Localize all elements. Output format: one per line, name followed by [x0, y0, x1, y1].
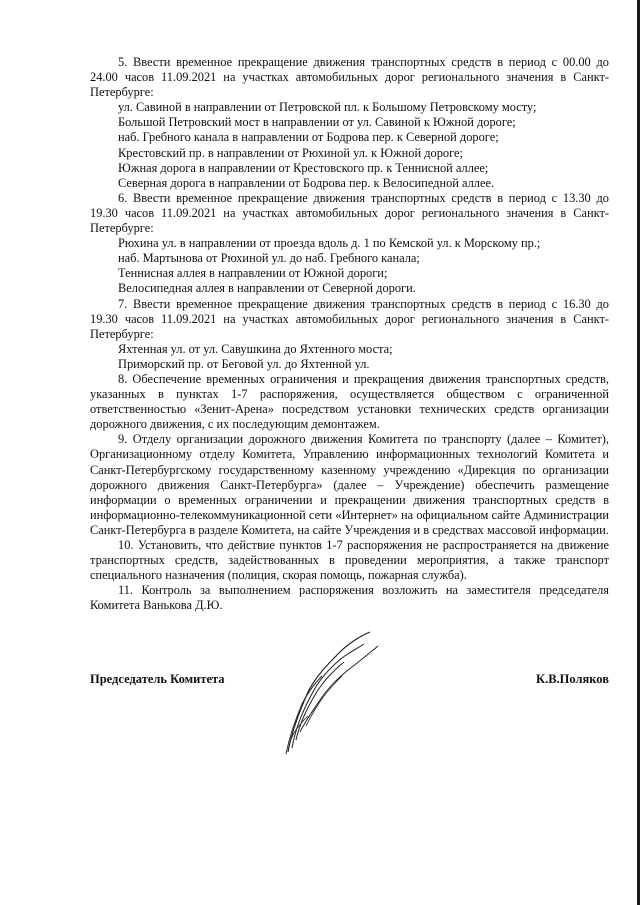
document-body: [90, 55, 609, 613]
list-item: Крестовский пр. в направлении от Рюхиной ул. к Южной дороге;: [118, 145, 463, 160]
list-item: наб. Мартынова от Рюхиной ул. до наб. Гребного канала;: [118, 251, 420, 266]
list-item: Приморский пр. от Беговой ул. до Яхтенной ул.: [118, 356, 370, 371]
paragraph: 11. Контроль за выполнением распоряжения возложить на заместителя председателя Комитета Ванькова Д.Ю.: [90, 583, 609, 613]
list-item: Северная дорога в направлении от Бодрова пер. к Велосипедной аллее.: [118, 175, 495, 190]
signatory-name: К.В.Поляков: [536, 672, 609, 686]
paragraph: 10. Установить, что действие пунктов 1-7 распоряжения не распространяется на движение транспортных средств, задействованных в проведении мероприятия, а также транспорт специального назначения (полиция, скорая помощь, пожарная служба).: [90, 538, 609, 583]
list-item: наб. Гребного канала в направлении от Бодрова пер. к Северной дороге;: [118, 130, 499, 145]
paragraph: 6. Ввести временное прекращение движения транспортных средств в период с 13.30 до 19.30 часов 11.09.2021 на участках автомобильных дорог регионального значения в Санкт-Петербурге:: [90, 190, 609, 236]
handwritten-signature: [278, 630, 388, 755]
paragraph: 7. Ввести временное прекращение движения транспортных средств в период с 16.30 до 19.30 часов 11.09.2021 на участках автомобильных дорог регионального значения в Санкт-Петербурге:: [90, 296, 609, 341]
paragraph: 5. Ввести временное прекращение движения транспортных средств в период с 00.00 до 24.00 часов 11.09.2021 на участках автомобильных дорог регионального значения в Санкт-Петербурге:: [90, 55, 609, 100]
list-item: Рюхина ул. в направлении от проезда вдоль д. 1 по Кемской ул. к Морскому пр.;: [118, 236, 541, 251]
list-item: Велосипедная аллея в направлении от Северной дороги.: [118, 281, 416, 296]
list-item: Большой Петровский мост в направлении от ул. Савиной к Южной дороге;: [118, 115, 516, 130]
signatory-title: Председатель Комитета: [90, 672, 225, 686]
list-item: Яхтенная ул. от ул. Савушкина до Яхтенного моста;: [118, 341, 393, 356]
paragraph: 9. Отделу организации дорожного движения Комитета по транспорту (далее – Комитет), Организационному отделу Комитета, Управлению информационных технологий Комитета и Санкт-Петербургскому государственному казенному учреждению «Дирекция по организации дорожного движения Санкт-Петербурга» (далее – Учреждение) обеспечить размещение информации о временных ограничении и прекращении движения транспортных средств в информационно-телекоммуникационной сети «Интернет» на официальном сайте Администрации Санкт-Петербурга в разделе Комитета, на сайте Учреждения и в средствах массовой информации.: [90, 432, 609, 537]
list-item: ул. Савиной в направлении от Петровской пл. к Большому Петровскому мосту;: [118, 100, 537, 115]
paragraph: 8. Обеспечение временных ограничения и прекращения движения транспортных средств, указанных в пунктах 1-7 распоряжения, осуществляется обществом с ограниченной ответственностью «Зенит-Арена» посредством установки технических средств организации дорожного движения, с их последующим демонтажем.: [90, 371, 609, 432]
list-item: Южная дорога в направлении от Крестовского пр. к Теннисной аллее;: [118, 160, 489, 175]
list-item: Теннисная аллея в направлении от Южной дороги;: [118, 266, 388, 281]
